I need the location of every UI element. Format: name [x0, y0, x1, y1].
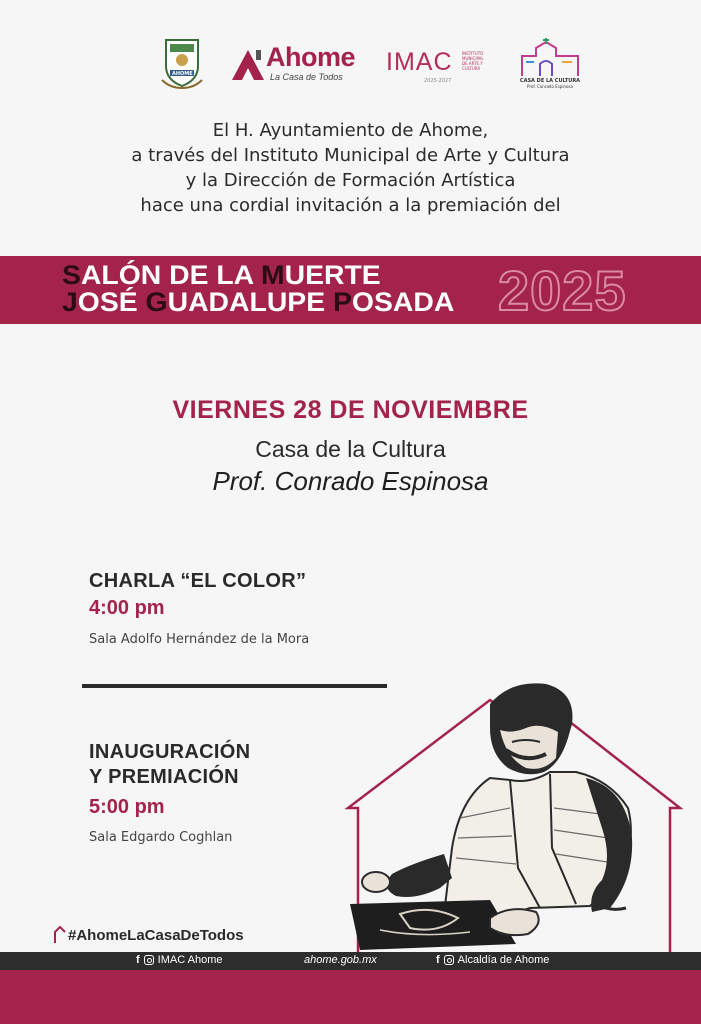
posada-illustration — [340, 668, 701, 954]
imac-years: 2025-2027 — [424, 78, 452, 84]
event-2-title-line: Y PREMIACIÓN — [89, 766, 239, 788]
event-1-place: Sala Adolfo Hernández de la Mora — [89, 632, 310, 647]
venue-name: Casa de la Cultura — [255, 436, 446, 462]
ahome-wordmark: Ahome — [266, 42, 356, 72]
banner-initial: S — [62, 260, 81, 290]
footer-social-imac-label: IMAC Ahome — [157, 954, 223, 966]
banner-title — [62, 262, 454, 316]
imac-subtitle: INSTITUTO MUNICIPAL DE ARTE Y CULTURA — [462, 51, 484, 71]
casa-title: CASA DE LA CULTURA — [519, 78, 581, 84]
event-date: VIERNES 28 DE NOVIEMBRE — [172, 396, 529, 424]
banner-year: 2025 — [498, 259, 627, 322]
shield-text: AHOME — [172, 71, 193, 77]
banner-text: UADALUPE — [167, 287, 333, 317]
footer-social-alcaldia-label: Alcaldía de Ahome — [457, 954, 550, 966]
imac-wordmark: IMAC — [386, 48, 453, 76]
ahome-logo — [230, 42, 358, 86]
event-2-place: Sala Edgardo Coghlan — [89, 830, 233, 845]
banner-text: UERTE — [284, 260, 381, 290]
footer-bar — [0, 952, 701, 970]
event-1-time: 4:00 pm — [89, 597, 165, 619]
event-1-title: CHARLA “EL COLOR” — [89, 570, 307, 592]
banner-text: OSADA — [351, 287, 455, 317]
instagram-icon — [144, 955, 154, 965]
ahome-tagline: La Casa de Todos — [270, 72, 343, 82]
event-2-title-line: INAUGURACIÓN — [89, 741, 251, 763]
hashtag — [54, 926, 244, 944]
event-2-time: 5:00 pm — [89, 796, 165, 818]
banner-text: OSÉ — [77, 287, 146, 317]
house-outline-icon — [54, 926, 66, 944]
invitation-line: a través del Instituto Municipal de Arte y Cultura — [131, 145, 570, 166]
invitation-line: hace una cordial invitación a la premiación del — [140, 195, 561, 216]
invitation-line: y la Dirección de Formación Artística — [185, 170, 516, 191]
invitation-text — [0, 118, 701, 218]
banner-line-2 — [62, 289, 454, 316]
ahome-shield-logo — [160, 36, 204, 90]
church-outline-icon — [516, 38, 584, 78]
banner-text: ALÓN DE LA — [80, 260, 261, 290]
hashtag-text: #AhomeLaCasaDeTodos — [68, 926, 244, 944]
house-mark-icon — [230, 44, 266, 82]
casa-subtitle: Prof. Conrado Espinosa — [527, 84, 573, 89]
event-2-title — [89, 740, 250, 790]
logos-row — [0, 34, 701, 94]
facebook-icon: f — [436, 954, 440, 966]
banner-initial: G — [145, 287, 168, 317]
bottom-band — [0, 970, 701, 1024]
banner-initial: P — [332, 287, 352, 317]
facebook-icon: f — [136, 954, 140, 966]
footer-website-link[interactable] — [304, 954, 377, 966]
footer-social-imac[interactable] — [136, 954, 222, 966]
footer-website-label: ahome.gob.mx — [304, 954, 377, 966]
footer-social-alcaldia[interactable] — [436, 954, 549, 966]
instagram-icon — [444, 955, 454, 965]
casa-cultura-logo — [516, 38, 584, 92]
banner-line-1 — [62, 262, 454, 289]
banner-initial: M — [260, 260, 285, 290]
title-banner — [0, 256, 701, 324]
venue-subtitle: Prof. Conrado Espinosa — [212, 466, 489, 496]
imac-logo — [386, 48, 486, 88]
banner-initial: J — [62, 287, 78, 317]
invitation-line: El H. Ayuntamiento de Ahome, — [212, 120, 489, 141]
